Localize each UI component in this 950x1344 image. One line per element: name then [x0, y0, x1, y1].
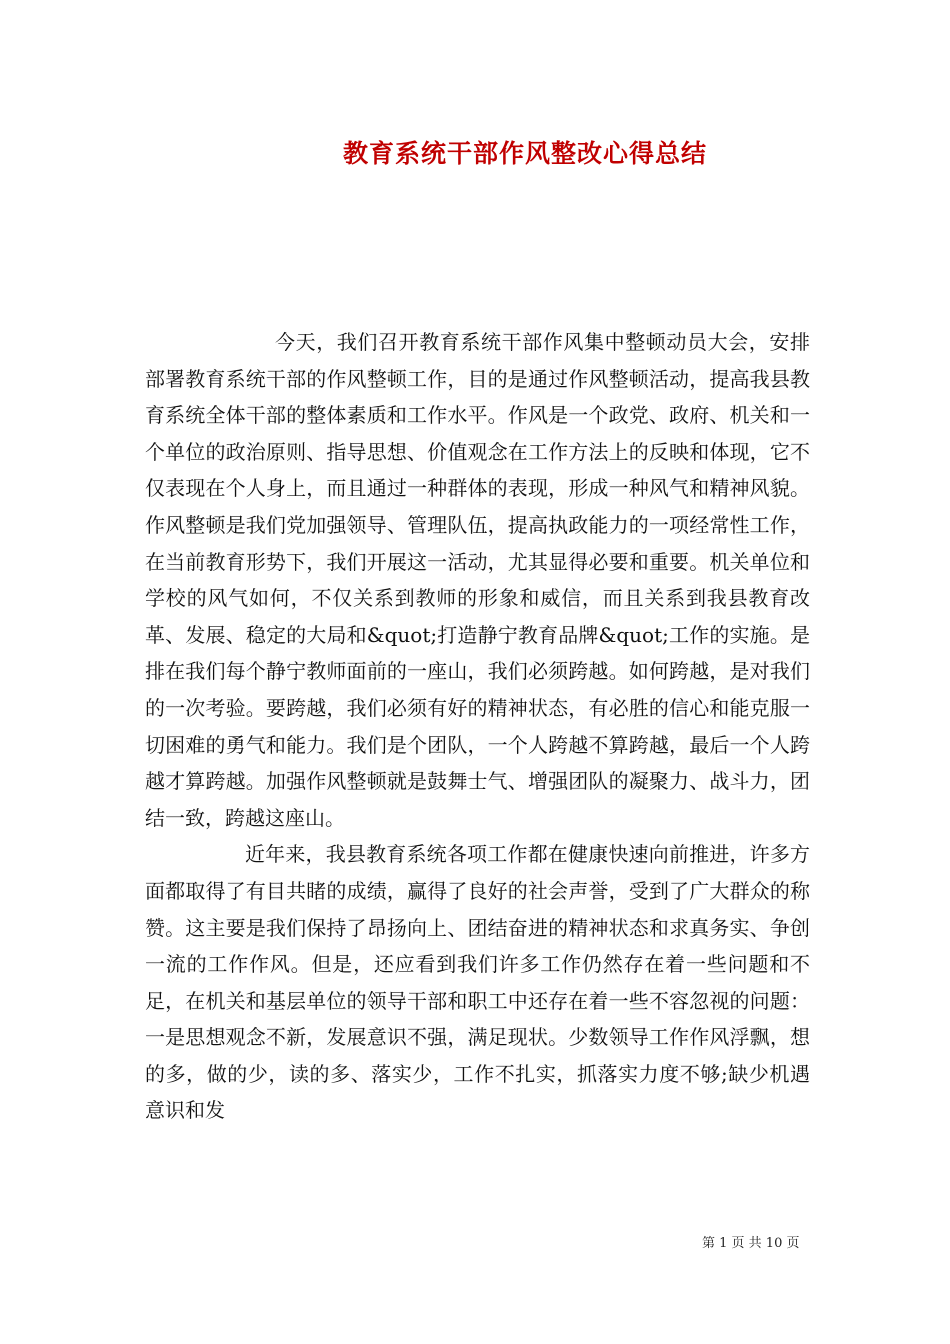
document-body [145, 324, 810, 1129]
paragraph-2: 近年来，我县教育系统各项工作都在健康快速向前推进，许多方面都取得了有目共睹的成绩，赢得了良好的社会声誉，受到了广大群众的称赞。这主要是我们保持了昂扬向上、团结奋进的精神状态和求真务实、争创一流的工作作风。但是，还应看到我们许多工作仍然存在着一些问题和不足，在机关和基层单位的领导干部和职工中还存在着一些不容忽视的问题：一是思想观念不新，发展意识不强，满足现状。少数领导工作作风浮飘，想的多，做的少，读的多、落实少，工作不扎实，抓落实力度不够;缺少机遇意识和发 [145, 842, 810, 1123]
document-title: 教育系统干部作风整改心得总结 [342, 139, 707, 168]
page-number-footer: 第 1 页 共 10 页 [702, 1236, 800, 1251]
paragraph-1: 今天，我们召开教育系统干部作风集中整顿动员大会，安排部署教育系统干部的作风整顿工作，目的是通过作风整顿活动，提高我县教育系统全体干部的整体素质和工作水平。作风是一个政党、政府、机关和一个单位的政治原则、指导思想、价值观念在工作方法上的反映和体现，它不仅表现在个人身上，而且通过一种群体的表现，形成一种风气和精神风貌。作风整顿是我们党加强领导、管理队伍，提高执政能力的一项经常性工作，在当前教育形势下，我们开展这一活动，尤其显得必要和重要。机关单位和学校的风气如何，不仅关系到教师的形象和威信，而且关系到我县教育改革、发展、稳定的大局和&quot;打造静宁教育品牌&quot;工作的实施。是排在我们每个静宁教师面前的一座山，我们必须跨越。如何跨越，是对我们的一次考验。要跨越，我们必须有好的精神状态，有必胜的信心和能克服一切困难的勇气和能力。我们是个团队，一个人跨越不算跨越，最后一个人跨越才算跨越。加强作风整顿就是鼓舞士气、增强团队的凝聚力、战斗力，团结一致，跨越这座山。 [145, 330, 810, 830]
